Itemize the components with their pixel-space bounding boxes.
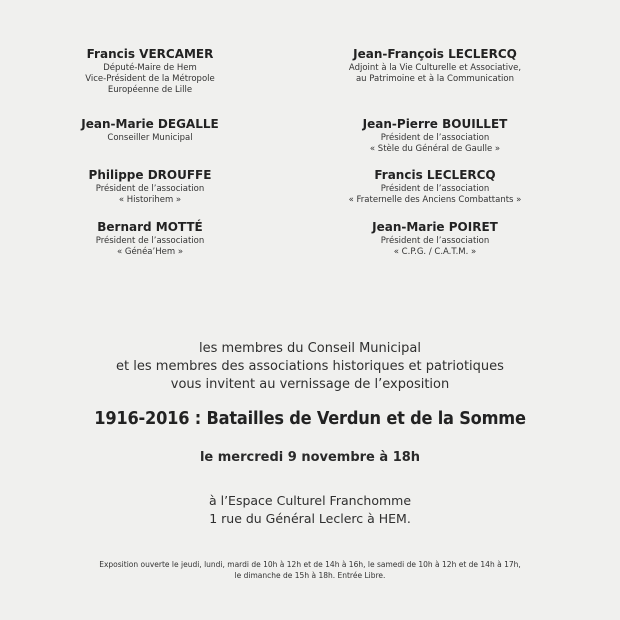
signatory-role: au Patrimoine et à la Communication	[355, 74, 515, 84]
signatory-role: Vice-Président de la Métropole	[85, 74, 215, 84]
signatory-name: Francis VERCAMER	[86, 47, 214, 61]
signatory-bouillet	[320, 117, 550, 155]
signatory-role: « C.P.G. / C.A.T.M. »	[393, 247, 477, 257]
event-venue	[0, 492, 620, 528]
signatory-role: Président de l’association	[95, 236, 205, 246]
signatory-role: « Fraternelle des Anciens Combattants »	[348, 195, 522, 205]
signatory-role: « Stèle du Général de Gaulle »	[369, 144, 501, 154]
signatory-name: Jean-Marie DEGALLE	[81, 117, 219, 131]
signatory-name: Jean-Marie POIRET	[372, 220, 498, 234]
signatory-role: Président de l’association	[380, 236, 490, 246]
intro-line: les membres du Conseil Municipal	[199, 341, 421, 356]
signatory-jf-leclercq	[320, 47, 550, 85]
signatory-role: Président de l’association	[380, 184, 490, 194]
event-date: le mercredi 9 novembre à 18h	[199, 450, 421, 465]
signatory-name: Jean-François LECLERCQ	[353, 47, 517, 61]
signatory-role: Président de l’association	[95, 184, 205, 194]
signatory-degalle	[60, 117, 240, 144]
signatory-name: Bernard MOTTÉ	[97, 220, 203, 234]
signatory-role: Adjoint à la Vie Culturelle et Associative,	[348, 63, 522, 73]
venue-line: à l’Espace Culturel Franchomme	[208, 493, 412, 508]
signatory-motte	[60, 220, 240, 258]
intro-line: vous invitent au vernissage de l’exposition	[170, 377, 450, 392]
invitation-intro	[0, 340, 620, 394]
signatory-poiret	[320, 220, 550, 258]
signatory-role: Président de l’association	[380, 133, 490, 143]
hours-line: le dimanche de 15h à 18h. Entrée Libre.	[234, 571, 386, 580]
signatory-f-leclercq	[320, 168, 550, 206]
hours-line: Exposition ouverte le jeudi, lundi, mardi de 10h à 12h et de 14h à 16h, le samedi de 10h à 12h et de 14h à 17h,	[99, 560, 521, 569]
signatory-drouffe	[60, 168, 240, 206]
signatory-role: « Historihem »	[118, 195, 182, 205]
opening-hours	[0, 559, 620, 581]
signatory-name: Jean-Pierre BOUILLET	[362, 117, 508, 131]
signatory-role: Conseiller Municipal	[107, 133, 193, 143]
intro-line: et les membres des associations historiques et patriotiques	[116, 359, 504, 374]
signatory-vercamer	[60, 47, 240, 96]
venue-line: 1 rue du Général Leclerc à HEM.	[209, 511, 411, 526]
exhibition-title: 1916-2016 : Batailles de Verdun et de la Somme	[94, 408, 526, 429]
signatory-name: Francis LECLERCQ	[374, 168, 496, 182]
signatory-role: « Généa’Hem »	[116, 247, 184, 257]
signatory-role: Européenne de Lille	[107, 85, 193, 95]
signatory-role: Député-Maire de Hem	[103, 63, 197, 73]
signatory-name: Philippe DROUFFE	[88, 168, 212, 182]
